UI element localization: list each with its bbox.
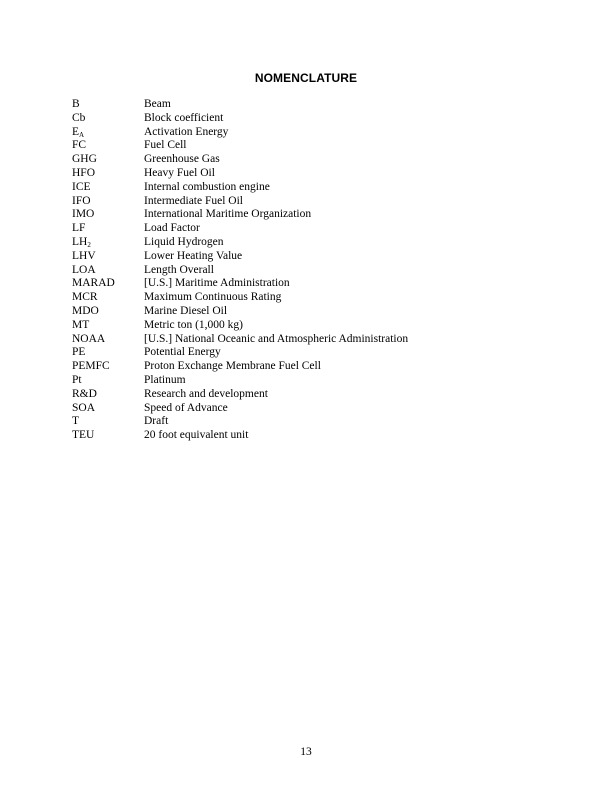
definition: Research and development (144, 387, 268, 400)
abbreviation (72, 374, 144, 388)
nomenclature-row (72, 98, 542, 112)
abbreviation-subscript: 2 (87, 240, 91, 249)
abbreviation-text: IFO (72, 194, 91, 207)
nomenclature-row (72, 402, 542, 416)
definition: Marine Diesel Oil (144, 304, 228, 317)
nomenclature-row (72, 167, 542, 181)
abbreviation (72, 333, 144, 347)
abbreviation-text: HFO (72, 166, 96, 179)
nomenclature-row (72, 319, 542, 333)
nomenclature-row (72, 305, 542, 319)
abbreviation (72, 360, 144, 374)
abbreviation-text: FC (72, 139, 87, 152)
abbreviation-text: IMO (72, 208, 95, 221)
nomenclature-row (72, 346, 542, 360)
nomenclature-row (72, 181, 542, 195)
abbreviation (72, 195, 144, 209)
abbreviation-text: Pt (72, 373, 82, 386)
abbreviation (72, 112, 144, 126)
nomenclature-row (72, 374, 542, 388)
abbreviation (72, 153, 144, 167)
nomenclature-row (72, 250, 542, 264)
definition: Potential Energy (144, 346, 221, 359)
definition: Greenhouse Gas (144, 153, 220, 166)
abbreviation (72, 181, 144, 195)
abbreviation-text: T (72, 415, 80, 428)
page-number: 13 (300, 746, 312, 758)
nomenclature-row (72, 208, 542, 222)
definition: Liquid Hydrogen (144, 235, 224, 248)
abbreviation (72, 388, 144, 402)
abbreviation (72, 250, 144, 264)
definition: Activation Energy (144, 125, 229, 138)
abbreviation-text: PE (72, 346, 86, 359)
abbreviation (72, 126, 144, 140)
abbreviation (72, 319, 144, 333)
nomenclature-row (72, 112, 542, 126)
abbreviation-text: ICE (72, 180, 91, 193)
definition: Block coefficient (144, 111, 224, 124)
abbreviation (72, 415, 144, 429)
abbreviation (72, 346, 144, 360)
abbreviation-text: LH (72, 235, 88, 248)
abbreviation-subscript: A (79, 130, 85, 139)
definition: Heavy Fuel Oil (144, 166, 215, 179)
definition: 20 foot equivalent unit (144, 429, 249, 442)
abbreviation (72, 236, 144, 250)
definition: Length Overall (144, 263, 214, 276)
nomenclature-row (72, 153, 542, 167)
definition: Lower Heating Value (144, 249, 243, 262)
abbreviation-text: E (72, 125, 80, 138)
abbreviation-text: LOA (72, 263, 96, 276)
definition: Draft (144, 415, 169, 428)
nomenclature-row (72, 388, 542, 402)
nomenclature-row (72, 360, 542, 374)
nomenclature-list (72, 98, 542, 443)
definition: International Maritime Organization (144, 208, 312, 221)
nomenclature-row (72, 415, 542, 429)
page-title: NOMENCLATURE (254, 71, 358, 85)
definition: Intermediate Fuel Oil (144, 194, 243, 207)
definition: Load Factor (144, 222, 200, 235)
nomenclature-row (72, 236, 542, 250)
nomenclature-row (72, 195, 542, 209)
definition: Proton Exchange Membrane Fuel Cell (144, 360, 321, 373)
abbreviation-text: NOAA (72, 332, 106, 345)
definition: Platinum (144, 373, 186, 386)
nomenclature-row (72, 139, 542, 153)
nomenclature-row (72, 277, 542, 291)
nomenclature-row (72, 264, 542, 278)
abbreviation (72, 429, 144, 443)
abbreviation-text: B (72, 98, 80, 110)
abbreviation (72, 222, 144, 236)
nomenclature-row (72, 291, 542, 305)
abbreviation-text: MCR (72, 291, 98, 304)
abbreviation-text: MARAD (72, 277, 115, 290)
abbreviation-text: TEU (72, 429, 95, 442)
abbreviation (72, 402, 144, 416)
abbreviation-text: LHV (72, 249, 96, 262)
abbreviation (72, 139, 144, 153)
nomenclature-row (72, 126, 542, 140)
abbreviation-text: Cb (72, 111, 86, 124)
definition: Metric ton (1,000 kg) (144, 318, 244, 331)
abbreviation-text: MT (72, 318, 90, 331)
nomenclature-row (72, 429, 542, 443)
nomenclature-row (72, 222, 542, 236)
definition: Speed of Advance (144, 401, 228, 414)
definition: Fuel Cell (144, 139, 187, 152)
abbreviation-text: R&D (72, 387, 97, 400)
abbreviation-text: MDO (72, 304, 99, 317)
abbreviation (72, 277, 144, 291)
abbreviation-text: GHG (72, 153, 97, 166)
abbreviation (72, 167, 144, 181)
abbreviation-text: LF (72, 222, 86, 235)
abbreviation (72, 264, 144, 278)
abbreviation (72, 98, 144, 112)
definition: Internal combustion engine (144, 180, 270, 193)
abbreviation (72, 291, 144, 305)
definition: Beam (144, 98, 171, 110)
definition: [U.S.] National Oceanic and Atmospheric Administration (144, 332, 409, 345)
abbreviation (72, 208, 144, 222)
abbreviation-text: PEMFC (72, 360, 110, 373)
definition: [U.S.] Maritime Administration (144, 277, 290, 290)
nomenclature-row (72, 333, 542, 347)
abbreviation-text: SOA (72, 401, 96, 414)
definition: Maximum Continuous Rating (144, 291, 282, 304)
abbreviation (72, 305, 144, 319)
